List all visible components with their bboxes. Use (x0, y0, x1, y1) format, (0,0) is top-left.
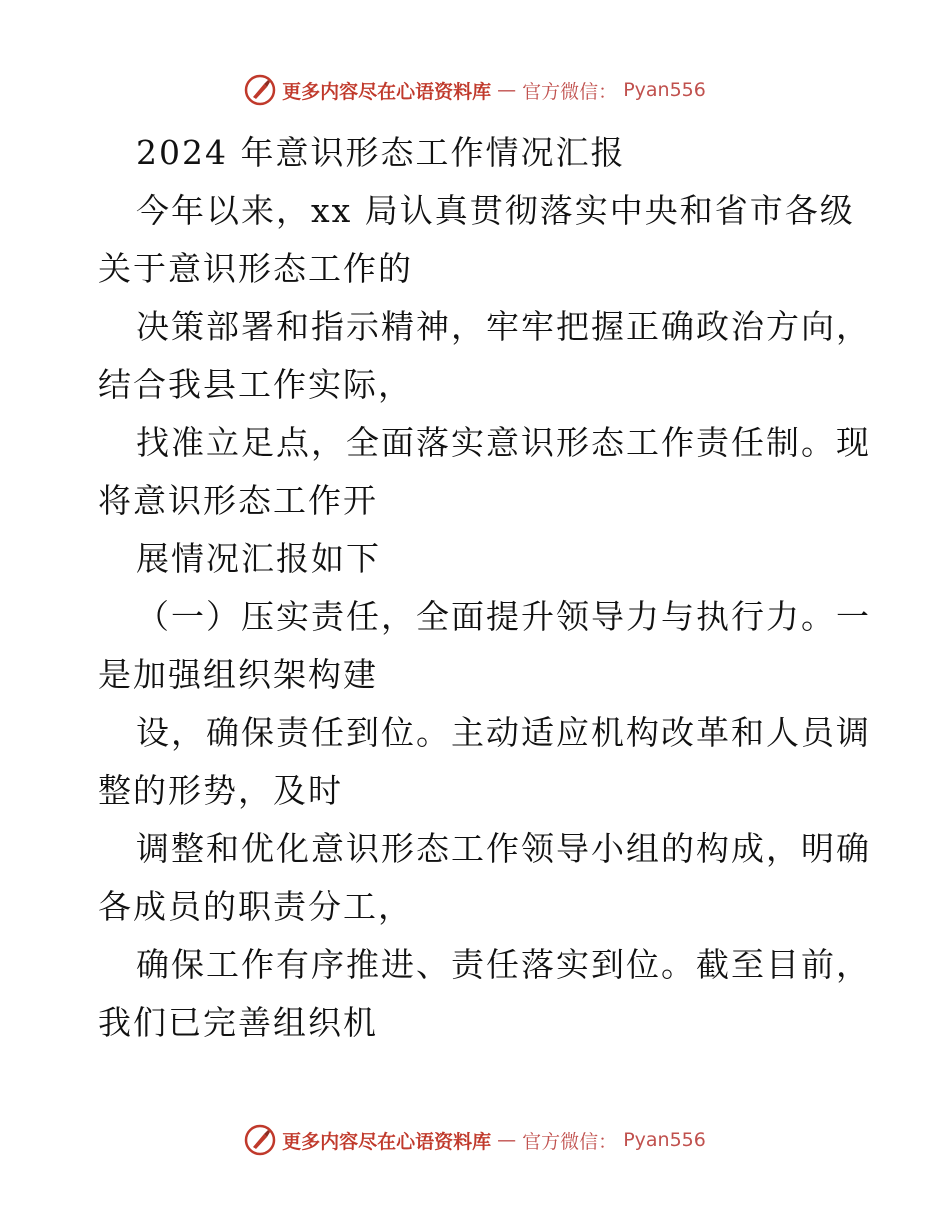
body-line: 今年以来，xx 局认真贯彻落实中央和省市各级 (136, 191, 855, 230)
body-line: 展情况汇报如下 (136, 539, 381, 578)
watermark-brand: 更多内容尽在心语资料库 (282, 80, 492, 103)
body-line: 决策部署和指示精神，牢牢把握正确政治方向， (136, 307, 871, 346)
section-heading-line: （一）压实责任，全面提升领导力与执行力。一 (136, 597, 871, 636)
pen-logo-icon (244, 74, 276, 106)
body-line: 设，确保责任到位。主动适应机构改革和人员调 (136, 713, 871, 752)
watermark-dash: — (497, 1129, 517, 1151)
footer-watermark (0, 1124, 950, 1156)
body-line: 结合我县工作实际， (98, 365, 413, 404)
watermark-wechat-label: 官方微信： (522, 1130, 618, 1153)
body-line: 找准立足点，全面落实意识形态工作责任制。现 (136, 423, 871, 462)
document-title: 2024 年意识形态工作情况汇报 (136, 133, 626, 172)
watermark-wechat-label: 官方微信： (522, 80, 618, 103)
watermark-wechat-id: Pyan556 (623, 1129, 706, 1151)
document-body (98, 124, 871, 1052)
body-line: 整的形势，及时 (98, 771, 343, 810)
body-line: 将意识形态工作开 (98, 481, 378, 520)
watermark-dash: — (497, 79, 517, 101)
body-line: 各成员的职责分工， (98, 887, 413, 926)
watermark-wechat-id: Pyan556 (623, 79, 706, 101)
body-line: 是加强组织架构建 (98, 655, 378, 694)
body-line: 关于意识形态工作的 (98, 249, 413, 288)
watermark-brand: 更多内容尽在心语资料库 (282, 1130, 492, 1153)
body-line: 调整和优化意识形态工作领导小组的构成，明确 (136, 829, 871, 868)
pen-logo-icon (244, 1124, 276, 1156)
body-line: 我们已完善组织机 (98, 1003, 378, 1042)
body-line: 确保工作有序推进、责任落实到位。截至目前， (136, 945, 871, 984)
header-watermark (0, 74, 950, 106)
